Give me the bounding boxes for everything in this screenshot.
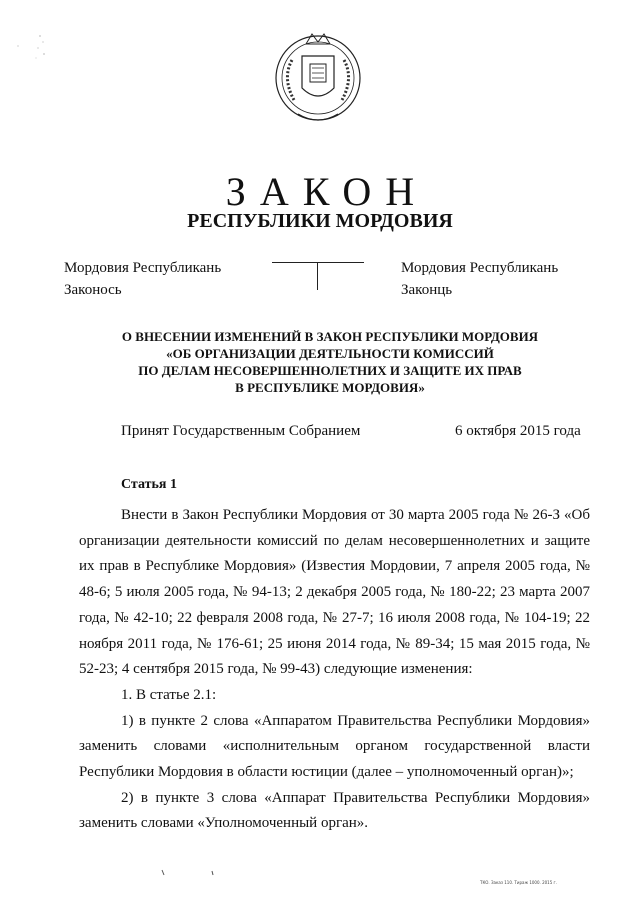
article-body — [79, 503, 590, 837]
header-divider — [272, 262, 364, 263]
heading-line: О ВНЕСЕНИИ ИЗМЕНЕНИЙ В ЗАКОН РЕСПУБЛИКИ МОРДОВИЯ — [121, 329, 539, 344]
adopted-date: 6 октября 2015 года — [455, 423, 581, 439]
header-left-line: Законось — [64, 282, 122, 298]
heading-line: «ОБ ОРГАНИЗАЦИИ ДЕЯТЕЛЬНОСТИ КОМИССИЙ — [166, 346, 494, 361]
header-right — [401, 257, 558, 301]
header-divider-vertical — [317, 262, 318, 290]
header-right-line: Законць — [401, 282, 453, 298]
article-title: Статья 1 — [121, 477, 177, 492]
heading-line: В РЕСПУБЛИКЕ МОРДОВИЯ» — [235, 380, 425, 395]
law-heading — [80, 328, 580, 396]
adopted-label: Принят Государственным Собранием — [121, 423, 361, 439]
paragraph: Внести в Закон Республики Мордовия от 30 марта 2005 года № 26-З «Об организации деятельности комиссий по делам несовершеннолетних и защите их прав в Республике Мордовия» (Известия Мордовии, 7 апреля 2005 года, № 48-6; 5 июля 2005 года, № 94-13; 2 декабря 2005 года, № 180-22; 23 марта 2007 года, № 42-10; 22 февраля 2008 года, № 27-7; 16 июля 2008 года, № 104-19; 22 ноября 2011 года, № 176-61; 25 июня 2014 года, № 89-34; 15 мая 2015 года, № 52-23; 4 сентября 2015 года, № 99-43) следующие изменения: — [79, 507, 590, 678]
paragraph: 1) в пункте 2 слова «Аппаратом Правительства Республики Мордовия» заменить словами «исполнительным органом государственной власти Республики Мордовия в области юстиции (далее – уполномоченный орган)»; — [79, 712, 590, 781]
paragraph: 2) в пункте 3 слова «Аппарат Правительства Республики Мордовия» заменить словами «Уполномоченный орган». — [79, 789, 590, 832]
document-subtitle: РЕСПУБЛИКИ МОРДОВИЯ — [187, 210, 453, 232]
coat-of-arms-emblem — [272, 30, 364, 130]
paragraph: 1. В статье 2.1: — [121, 686, 217, 703]
document-title: ЗАКОН — [225, 169, 429, 214]
heading-line: ПО ДЕЛАМ НЕСОВЕРШЕННОЛЕТНИХ И ЗАЩИТЕ ИХ ПРАВ — [138, 363, 522, 378]
scan-mark — [150, 866, 230, 880]
scan-speckle — [10, 28, 50, 68]
header-left-line: Мордовия Республикань — [64, 260, 222, 276]
header-right-line: Мордовия Республикань — [401, 260, 559, 276]
header-left — [64, 257, 221, 301]
print-footer: ТКО. Заказ 110. Тираж 1000. 2015 г. — [480, 880, 557, 885]
